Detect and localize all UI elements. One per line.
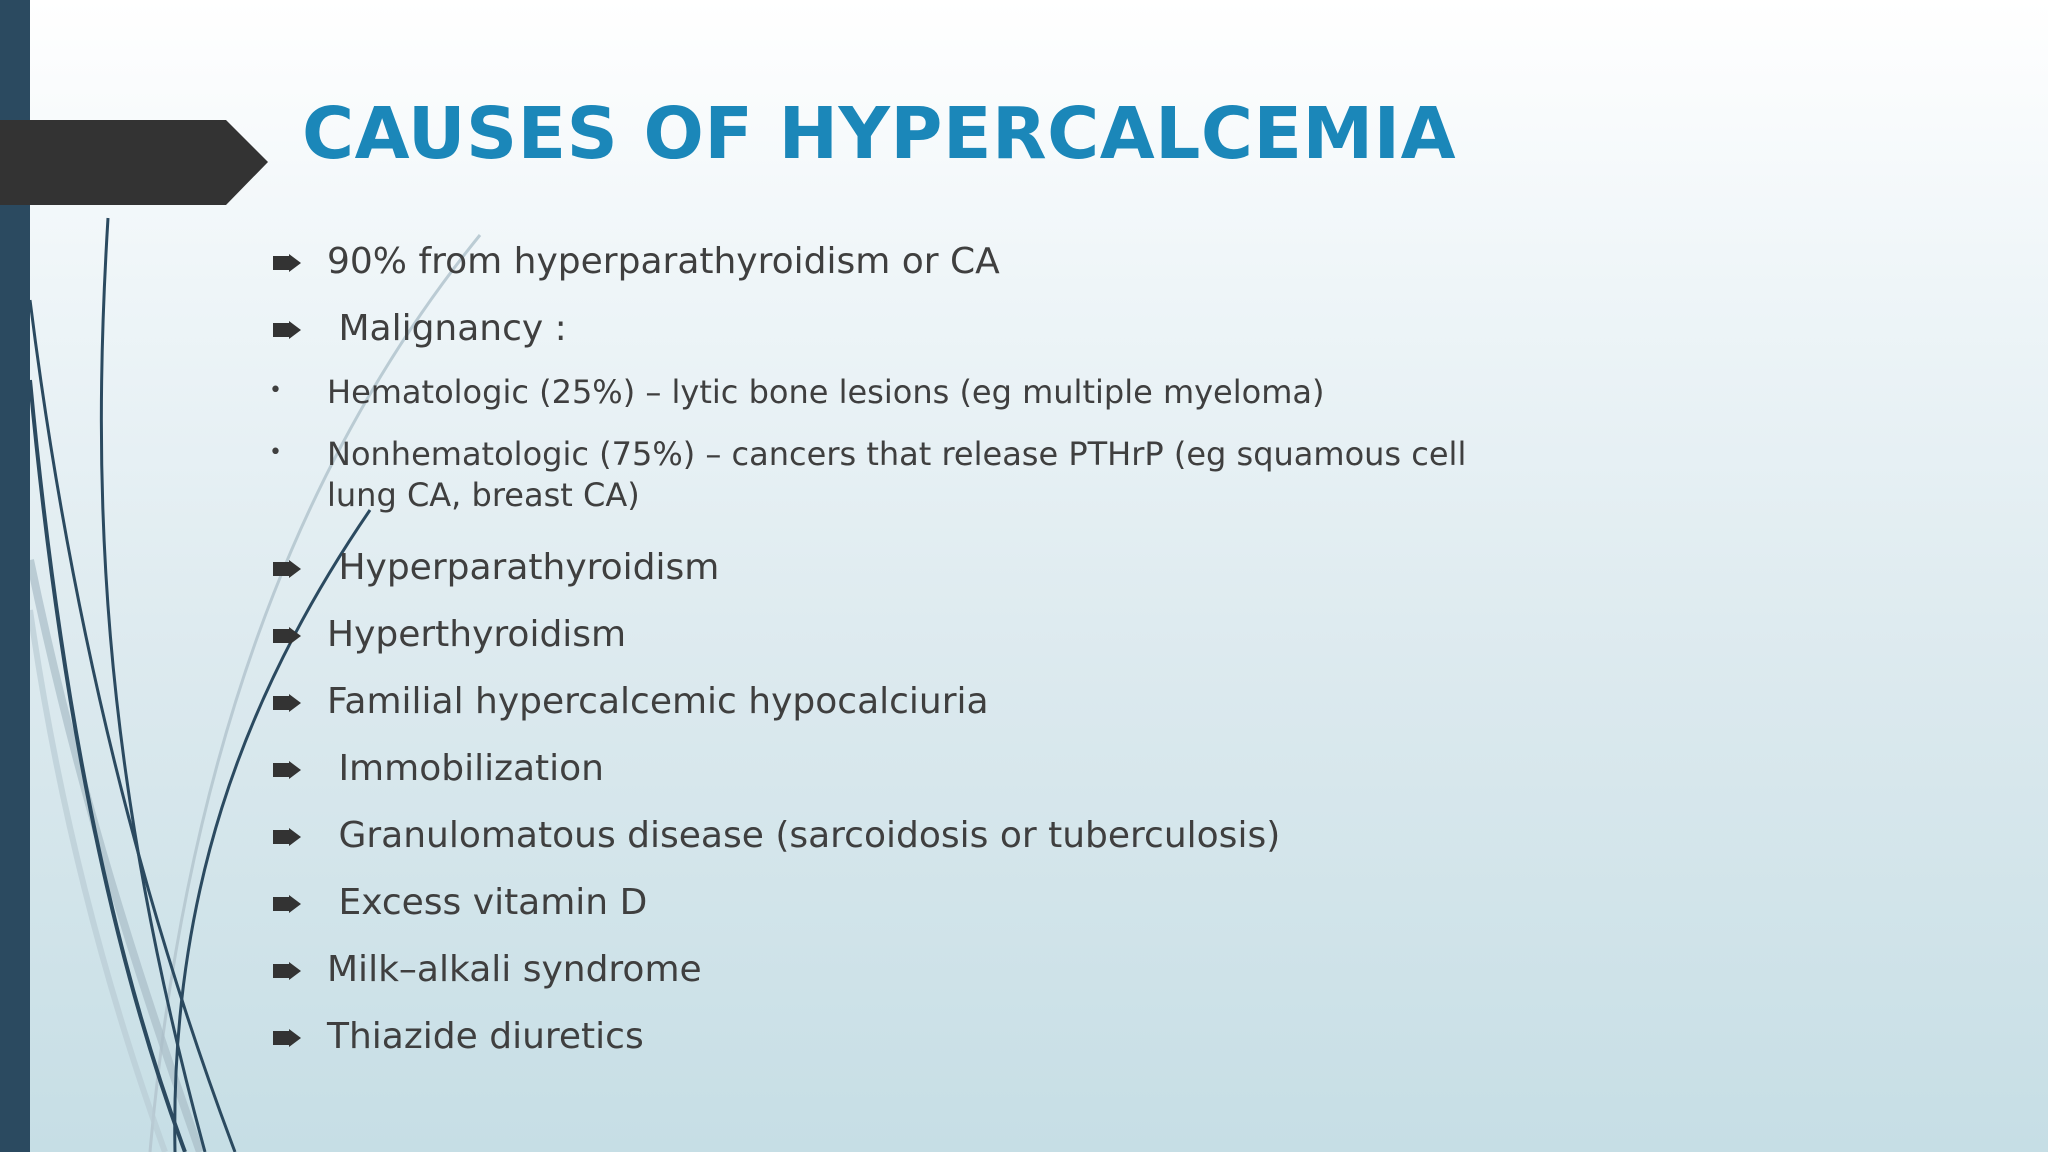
list-item-text: Immobilization <box>327 748 604 789</box>
list-item-text: Malignancy : <box>327 308 567 349</box>
list-item-text: Hyperthyroidism <box>327 614 627 655</box>
list-item <box>265 948 1565 1015</box>
list-item <box>265 307 1565 374</box>
title-tab-arrow-icon <box>0 0 300 220</box>
list-item <box>265 546 1565 613</box>
list-item-text: 90% from hyperparathyroidism or CA <box>327 241 1000 282</box>
list-item <box>265 747 1565 814</box>
list-item-text: Nonhematologic (75%) – cancers that release PTHrP (eg squamous cell lung CA, breast CA) <box>327 435 1467 514</box>
list-item <box>265 1015 1565 1082</box>
list-item-text: Familial hypercalcemic hypocalciuria <box>327 681 989 722</box>
slide-title: CAUSES OF HYPERCALCEMIA <box>302 92 1457 175</box>
dot-bullet-icon: • <box>269 378 282 403</box>
list-item-text: Granulomatous disease (sarcoidosis or tuberculosis) <box>327 815 1281 856</box>
list-item-text: Milk–alkali syndrome <box>327 949 702 990</box>
list-item-text: Hyperparathyroidism <box>327 547 720 588</box>
list-item <box>265 240 1565 307</box>
list-item-text: Excess vitamin D <box>327 882 648 923</box>
list-item-text: Hematologic (25%) – lytic bone lesions (eg multiple myeloma) <box>327 373 1325 411</box>
list-item <box>265 680 1565 747</box>
list-item <box>265 434 1565 546</box>
list-item <box>265 814 1565 881</box>
bullet-list <box>265 240 1565 1082</box>
list-item <box>265 613 1565 680</box>
dot-bullet-icon: • <box>269 440 282 465</box>
list-item <box>265 881 1565 948</box>
list-item-text: Thiazide diuretics <box>327 1016 644 1057</box>
list-item <box>265 372 1565 432</box>
